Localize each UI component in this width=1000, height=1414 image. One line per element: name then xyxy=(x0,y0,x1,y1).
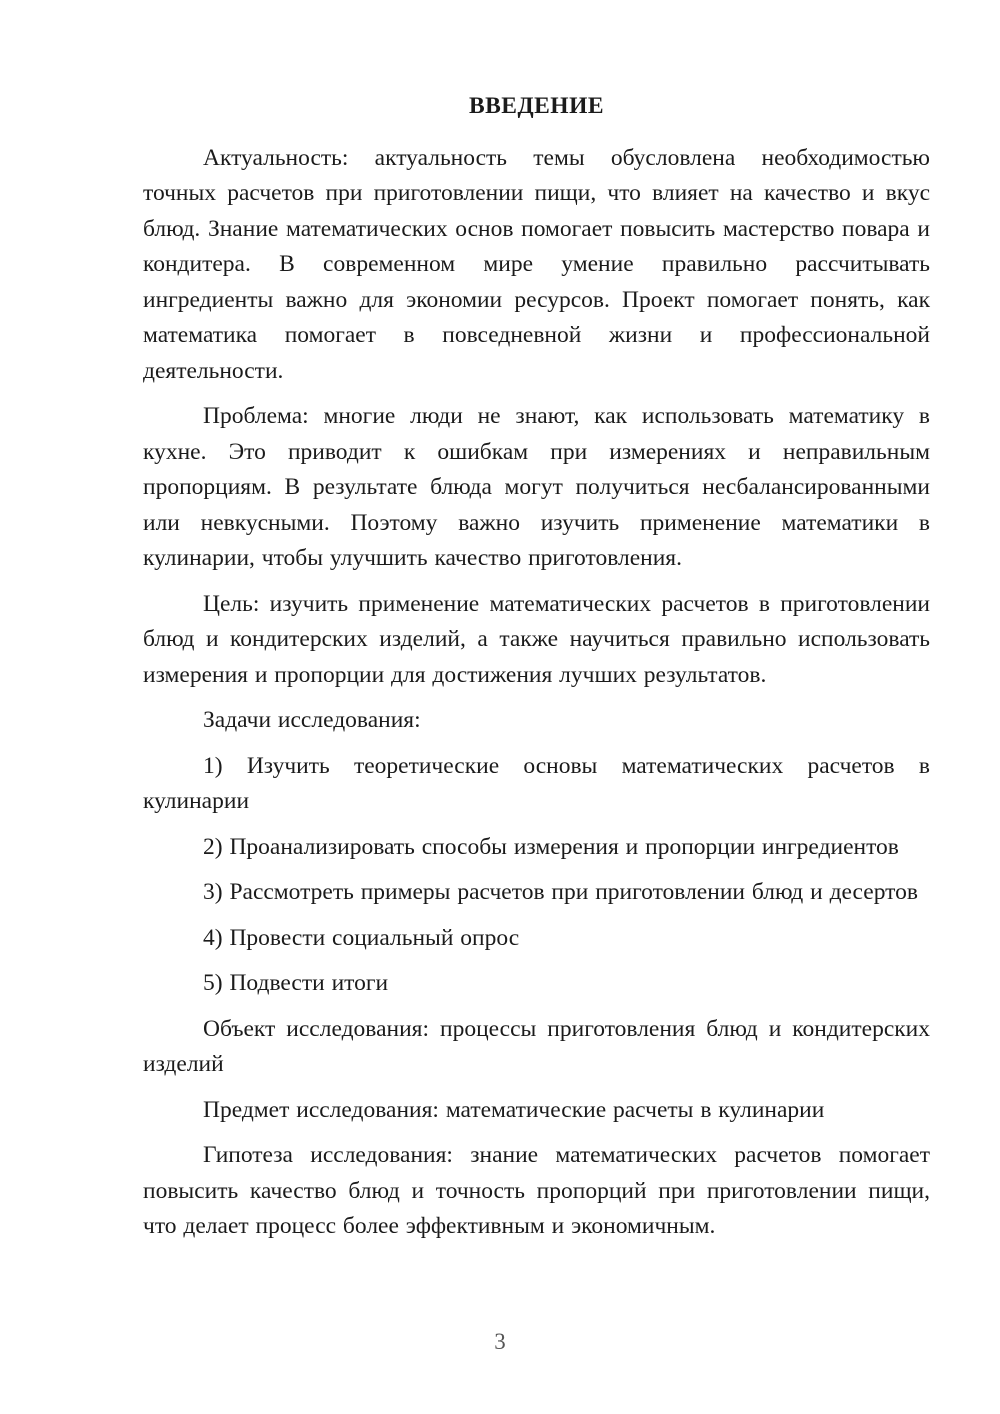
paragraph-relevance: Актуальность: актуальность темы обусловлена необходимостью точных расчетов при приготовлении пищи, что влияет на качество и вкус блюд. Знание математических основ помогает повысить мастерство повара и кондитера. В современном мире умение правильно рассчитывать ингредиенты важно для экономии ресурсов. Проект помогает понять, как математика помогает в повседневной жизни и профессиональной деятельности. xyxy=(143,144,930,384)
task-item-4: 4) Провести социальный опрос xyxy=(203,924,520,951)
paragraph-hypothesis: Гипотеза исследования: знание математических расчетов помогает повысить качество блюд и точность пропорций при приготовлении пищи, что делает процесс более эффективным и экономичным. xyxy=(143,1142,930,1239)
paragraph-subject: Предмет исследования: математические расчеты в кулинарии xyxy=(203,1096,825,1123)
task-item-5: 5) Подвести итоги xyxy=(203,970,389,996)
page-content xyxy=(143,89,930,1255)
tasks-heading: Задачи исследования: xyxy=(203,707,421,733)
task-item-2: 2) Проанализировать способы измерения и пропорции ингредиентов xyxy=(203,833,899,860)
paragraph-object: Объект исследования: процессы приготовления блюд и кондитерских изделий xyxy=(143,1015,930,1077)
paragraph-problem: Проблема: многие люди не знают, как использовать математику в кухне. Это приводит к ошибкам при измерениях и неправильным пропорциям. В результате блюда могут получиться несбалансированными или невкусными. Поэтому важно изучить применение математики в кулинарии, чтобы улучшить качество приготовления. xyxy=(143,403,930,571)
task-item-1: 1) Изучить теоретические основы математических расчетов в кулинарии xyxy=(143,752,930,814)
page-number: 3 xyxy=(494,1329,506,1354)
page-title: ВВЕДЕНИЕ xyxy=(468,93,605,119)
task-item-3: 3) Рассмотреть примеры расчетов при приготовлении блюд и десертов xyxy=(203,879,918,905)
paragraph-goal: Цель: изучить применение математических расчетов в приготовлении блюд и кондитерских изделий, а также научиться правильно использовать измерения и пропорции для достижения лучших результатов. xyxy=(143,590,930,688)
